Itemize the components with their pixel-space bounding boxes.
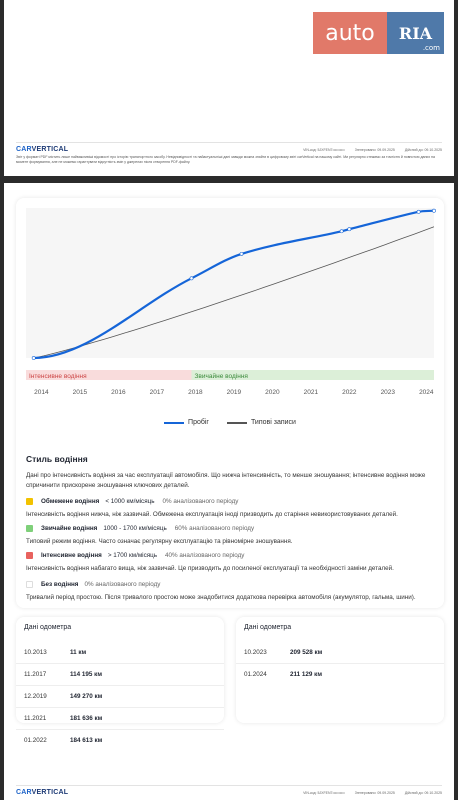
- x-tick-label: 2023: [380, 389, 396, 396]
- driving-style-description: Дані про інтенсивність водіння за час експлуатації автомобіля. Що нижча інтенсивність, то менше зношування; інтенсивне водіння може спричинити прискорене зношування ключових деталей.: [26, 472, 426, 489]
- mileage-point: [348, 228, 351, 231]
- generated-date: Згенеровано: 09.09.2025: [354, 147, 395, 152]
- legal-text: Звіт у форматі PDF містить лише найважливіші відомості про історію транспортного засобу. Невідповідності та найактуальніші дані завжди можна знайти в цифровому звіті carVertical на нашому сайті. Ми регулярно стежимо за точністю й повнотою даних на момент формування, але не можемо гарантувати відсутність змін у джерелах після створення PDF-файлу.: [16, 155, 435, 164]
- x-tick-label: 2024: [419, 389, 434, 396]
- x-tick-label: 2022: [342, 389, 357, 396]
- normal-range: 1000 - 1700 км/місяць: [103, 525, 167, 532]
- x-tick-label: 2019: [226, 389, 242, 396]
- brand-part2: VERTICAL: [31, 146, 69, 153]
- x-tick-label: 2017: [149, 389, 165, 396]
- odometer-date: 12.2019: [24, 693, 47, 700]
- brand-part1: CAR: [16, 146, 32, 153]
- odometer-value: 11 км: [70, 648, 87, 656]
- odometer-value: 114 195 км: [70, 671, 102, 678]
- pdf-footer-2: [16, 785, 442, 796]
- odometer-row: [16, 641, 224, 663]
- brand-part1-2: CAR: [16, 789, 32, 796]
- odometer-date: 01.2022: [24, 737, 47, 744]
- watermark-auto: auto: [313, 12, 387, 54]
- x-tick-label: 2020: [265, 389, 280, 396]
- x-tick-label: 2016: [111, 389, 126, 396]
- mileage-point: [432, 209, 435, 212]
- carvertical-logo-2: [16, 789, 293, 796]
- vin-code: VIN-код: 5JXFEN7••••••••••: [303, 147, 345, 152]
- odometer-date: 01.2024: [244, 671, 267, 678]
- driving-band-label: Інтенсивне водіння: [29, 373, 87, 380]
- watermark-suffix: .com: [422, 44, 440, 52]
- mileage-point: [340, 230, 343, 233]
- limited-description: Інтенсивність водіння нижча, ніж зазвичай. Обмежена експлуатація іноді призводить до старіння невикористовуваних деталей.: [26, 511, 398, 518]
- odometer-value: 149 270 км: [70, 693, 103, 700]
- legend-swatch-typical: [227, 422, 247, 424]
- carvertical-logo: [16, 146, 293, 153]
- odometer-card-left: [16, 617, 224, 744]
- chart-legend: [16, 419, 444, 426]
- mileage-point: [190, 277, 193, 280]
- odometer-value: 209 528 км: [290, 648, 323, 656]
- normal-description: Типовий режим водіння. Часто означає регулярну експлуатацію та рівномірне зношування.: [26, 538, 293, 545]
- x-tick-label: 2015: [72, 389, 88, 396]
- x-tick-label: 2014: [34, 389, 49, 396]
- odometer-row: [16, 663, 224, 685]
- brand-part2-2: VERTICAL: [31, 789, 69, 796]
- odometer-date: 11.2017: [24, 671, 47, 678]
- odometer-row: [236, 663, 444, 685]
- x-tick-label: 2021: [303, 389, 319, 396]
- none-name: Без водіння: [41, 581, 79, 588]
- valid-date: Дійсний до: 09.10.2025: [404, 147, 442, 152]
- odometer-date: 11.2021: [24, 715, 47, 722]
- odometer-row: [16, 685, 224, 707]
- odometer-title-right: Дані одометра: [244, 624, 292, 631]
- pdf-footer: [16, 142, 442, 165]
- chart-plot-area: [26, 208, 434, 358]
- odometer-date: 10.2023: [244, 648, 267, 656]
- driving-band-label: Звичайне водіння: [194, 373, 248, 380]
- watermark-ria: [387, 12, 444, 54]
- x-tick-label: 2018: [188, 389, 203, 396]
- legend-label-mileage: Пробіг: [188, 419, 209, 426]
- intensive-range: > 1700 км/місяць: [107, 552, 158, 559]
- odometer-value: 184 613 км: [70, 737, 103, 744]
- odometer-row: [16, 729, 224, 751]
- legend-item-mileage: [164, 419, 209, 426]
- limited-color-square: [26, 498, 33, 505]
- valid-date-2: Дійсний до: 09.10.2025: [404, 790, 442, 795]
- vin-code-2: VIN-код: 5JXFEN7••••••••••: [303, 790, 345, 795]
- odometer-row: [16, 707, 224, 729]
- mileage-point: [32, 356, 35, 359]
- limited-name: Обмежене водіння: [41, 498, 100, 505]
- mileage-point: [417, 210, 420, 213]
- legend-item-typical: [227, 419, 296, 426]
- mileage-point: [240, 252, 243, 255]
- driving-style-limited: [26, 498, 431, 519]
- odometer-date: 10.2013: [24, 648, 47, 656]
- limited-range: < 1000 км/місяць: [105, 498, 155, 505]
- driving-style-none: [26, 581, 431, 602]
- odometer-rows-right: [236, 641, 444, 685]
- driving-style-normal: [26, 525, 431, 546]
- driving-style-intensive: [26, 552, 431, 573]
- generated-date-2: Згенеровано: 09.09.2025: [354, 790, 395, 795]
- legend-swatch-mileage: [164, 422, 184, 424]
- watermark-ria-text: RIA: [398, 23, 433, 43]
- odometer-card-right: [236, 617, 444, 723]
- mileage-chart-card: [16, 198, 444, 608]
- none-percent: 0% аналізованого періоду: [84, 581, 161, 588]
- odometer-value: 181 636 км: [70, 715, 103, 722]
- driving-style-title: Стиль водіння: [26, 454, 88, 464]
- normal-name: Звичайне водіння: [41, 525, 98, 532]
- none-color-square: [26, 581, 33, 588]
- limited-percent: 0% аналізованого періоду: [162, 498, 239, 505]
- legend-label-typical: Типові записи: [250, 419, 296, 426]
- intensive-name: Інтенсивне водіння: [41, 552, 102, 559]
- normal-color-square: [26, 525, 33, 532]
- odometer-value: 211 129 км: [290, 671, 322, 678]
- pdf-page-2: [4, 183, 454, 800]
- odometer-row: [236, 641, 444, 663]
- odometer-rows-left: [16, 641, 224, 751]
- intensive-percent: 40% аналізованого періоду: [165, 552, 245, 559]
- mileage-chart: [16, 198, 444, 434]
- autoria-watermark: [313, 12, 444, 54]
- odometer-title-left: Дані одометра: [24, 624, 72, 631]
- intensive-description: Інтенсивність водіння набагато вища, ніж зазвичай. Це призводить до посиленої експлуатації та необхідності заміни деталей.: [26, 565, 394, 572]
- none-description: Тривалий період простою. Після тривалого простою може знадобитися додаткова перевірка автомобіля (акумулятор, гальма, шини).: [26, 594, 416, 601]
- intensive-color-square: [26, 552, 33, 559]
- normal-percent: 60% аналізованого періоду: [174, 525, 255, 532]
